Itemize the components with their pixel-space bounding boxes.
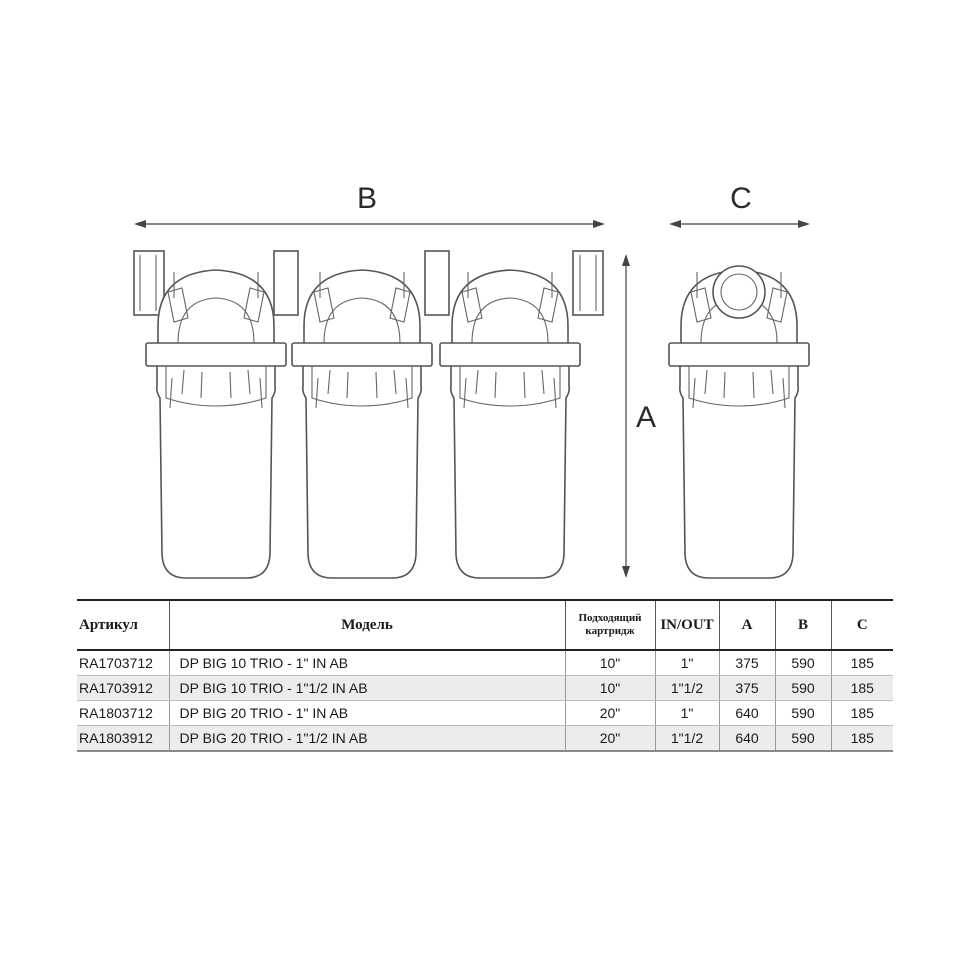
cell-b: 590 xyxy=(775,676,831,701)
cell-b: 590 xyxy=(775,726,831,752)
cell-cartridge: 20" xyxy=(565,726,655,752)
header-model: Модель xyxy=(169,600,565,650)
dimension-b-label: B xyxy=(356,182,378,215)
table-row xyxy=(77,650,893,676)
cell-article: RA1803912 xyxy=(77,726,169,752)
table-row xyxy=(77,726,893,752)
cell-article: RA1703912 xyxy=(77,676,169,701)
dimension-c-label: C xyxy=(730,182,752,215)
header-a: A xyxy=(719,600,775,650)
cell-b: 590 xyxy=(775,650,831,676)
cell-c: 185 xyxy=(831,676,893,701)
cell-cartridge: 20" xyxy=(565,701,655,726)
header-article: Артикул xyxy=(77,600,169,650)
cell-a: 375 xyxy=(719,650,775,676)
cell-model: DP BIG 20 TRIO - 1"1/2 IN AB xyxy=(169,726,565,752)
table-header-row xyxy=(77,600,893,650)
side-view xyxy=(669,266,809,578)
cell-cartridge: 10" xyxy=(565,676,655,701)
header-cartridge: Подходящий картридж xyxy=(565,600,655,650)
cell-c: 185 xyxy=(831,726,893,752)
cell-article: RA1703712 xyxy=(77,650,169,676)
cell-model: DP BIG 10 TRIO - 1" IN AB xyxy=(169,650,565,676)
cell-c: 185 xyxy=(831,650,893,676)
cell-in-out: 1" xyxy=(655,701,719,726)
header-b: B xyxy=(775,600,831,650)
cell-a: 640 xyxy=(719,726,775,752)
cell-model: DP BIG 10 TRIO - 1"1/2 IN AB xyxy=(169,676,565,701)
cell-in-out: 1"1/2 xyxy=(655,676,719,701)
cell-article: RA1803712 xyxy=(77,701,169,726)
cell-b: 590 xyxy=(775,701,831,726)
front-view xyxy=(134,251,603,578)
dimension-a-label: A xyxy=(635,401,657,434)
cell-a: 640 xyxy=(719,701,775,726)
cell-a: 375 xyxy=(719,676,775,701)
cell-in-out: 1"1/2 xyxy=(655,726,719,752)
table-row xyxy=(77,676,893,701)
specification-table xyxy=(77,599,893,752)
header-c: C xyxy=(831,600,893,650)
cell-in-out: 1" xyxy=(655,650,719,676)
table-row xyxy=(77,701,893,726)
cell-c: 185 xyxy=(831,701,893,726)
header-in-out: IN/OUT xyxy=(655,600,719,650)
cell-cartridge: 10" xyxy=(565,650,655,676)
cell-model: DP BIG 20 TRIO - 1" IN AB xyxy=(169,701,565,726)
